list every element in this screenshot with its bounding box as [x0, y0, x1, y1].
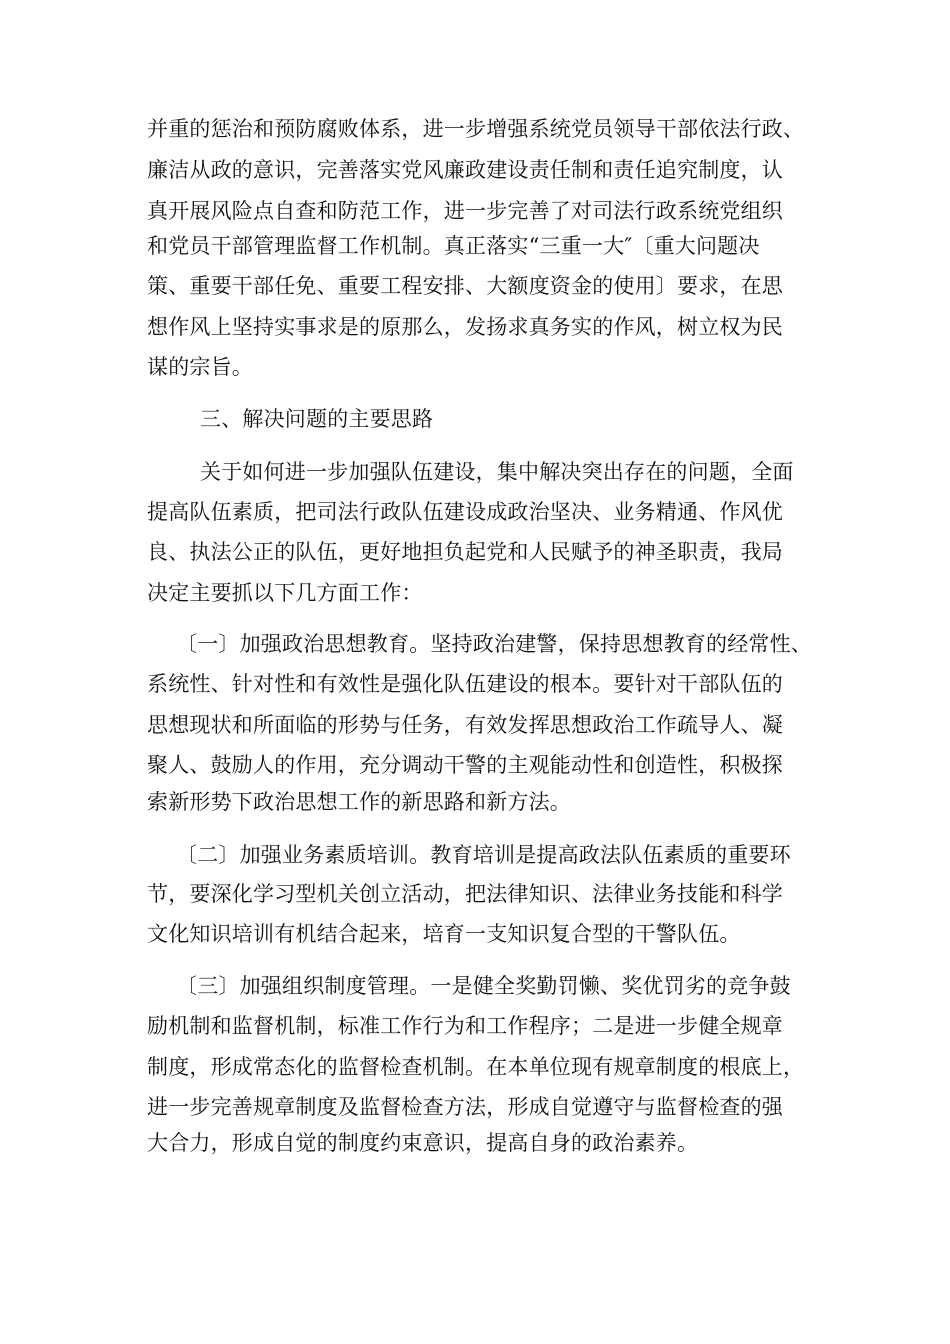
p2-line-1: 关于如何进一步加强队伍建设，集中解决突出存在的问题，全面: [200, 460, 794, 484]
p1-line-4: 和党员干部管理监督工作机制。真正落实“三重一大″〔重大问题决: [147, 234, 760, 258]
p3-line-3: 思想现状和所面临的形势与任务，有效发挥思想政治工作疏导人、凝: [147, 713, 783, 737]
p1-line-6: 想作风上坚持实事求是的原那么，发扬求真务实的作风，树立权为民: [147, 315, 783, 339]
p5-line-5: 大合力，形成自觉的制度约束意识，提高自身的政治素养。: [147, 1131, 699, 1155]
p5-line-2: 励机制和监督机制，标准工作行为和工作程序；二是进一步健全规章: [147, 1014, 783, 1038]
p2-line-3: 良、执法公正的队伍，更好地担负起党和人民赋予的神圣职责，我局: [147, 540, 783, 564]
p5-line-4: 进一步完善规章制度及监督检查方法，形成自觉遵守与监督检查的强: [147, 1095, 783, 1119]
p2-line-4: 决定主要抓以下几方面工作：: [147, 581, 423, 605]
p1-line-3: 真开展风险点自查和防范工作，进一步完善了对司法行政系统党组织: [147, 199, 783, 223]
p3-line-2: 系统性、针对性和有效性是强化队伍建设的根本。要针对干部队伍的: [147, 672, 783, 696]
p4-line-2: 节，要深化学习型机关创立活动，把法律知识、法律业务技能和科学: [147, 882, 783, 906]
p5-line-1: 〔三〕加强组织制度管理。一是健全奖勤罚懒、奖优罚劣的竞争鼓: [176, 974, 791, 998]
p1-line-1: 并重的惩治和预防腐败体系，进一步增强系统党员领导干部依法行政、: [147, 117, 805, 141]
p1-line-7: 谋的宗旨。: [147, 355, 253, 379]
p2-line-2: 提高队伍素质，把司法行政队伍建设成政治坚决、业务精通、作风优: [147, 500, 783, 524]
p3-line-4: 聚人、鼓励人的作用，充分调动干警的主观能动性和创造性，积极探: [147, 753, 783, 777]
p4-line-3: 文化知识培训有机结合起来，培育一支知识复合型的干警队伍。: [147, 922, 741, 946]
p3-line-5: 索新形势下政治思想工作的新思路和新方法。: [147, 790, 571, 814]
p1-line-5: 策、重要干部任免、重要工程安排、大额度资金的使用〕要求，在思: [147, 274, 783, 298]
section-heading: 三、解决问题的主要思路: [200, 407, 434, 431]
p3-line-1: 〔一〕加强政治思想教育。坚持政治建警，保持思想教育的经常性、: [176, 632, 812, 656]
p1-line-2: 廉洁从政的意识，完善落实党风廉政建设责任制和责任追究制度，认: [147, 158, 783, 182]
p5-line-3: 制度，形成常态化的监督检查机制。在本单位现有规章制度的根底上，: [147, 1055, 805, 1079]
p4-line-1: 〔二〕加强业务素质培训。教育培训是提高政法队伍素质的重要环: [176, 843, 791, 867]
